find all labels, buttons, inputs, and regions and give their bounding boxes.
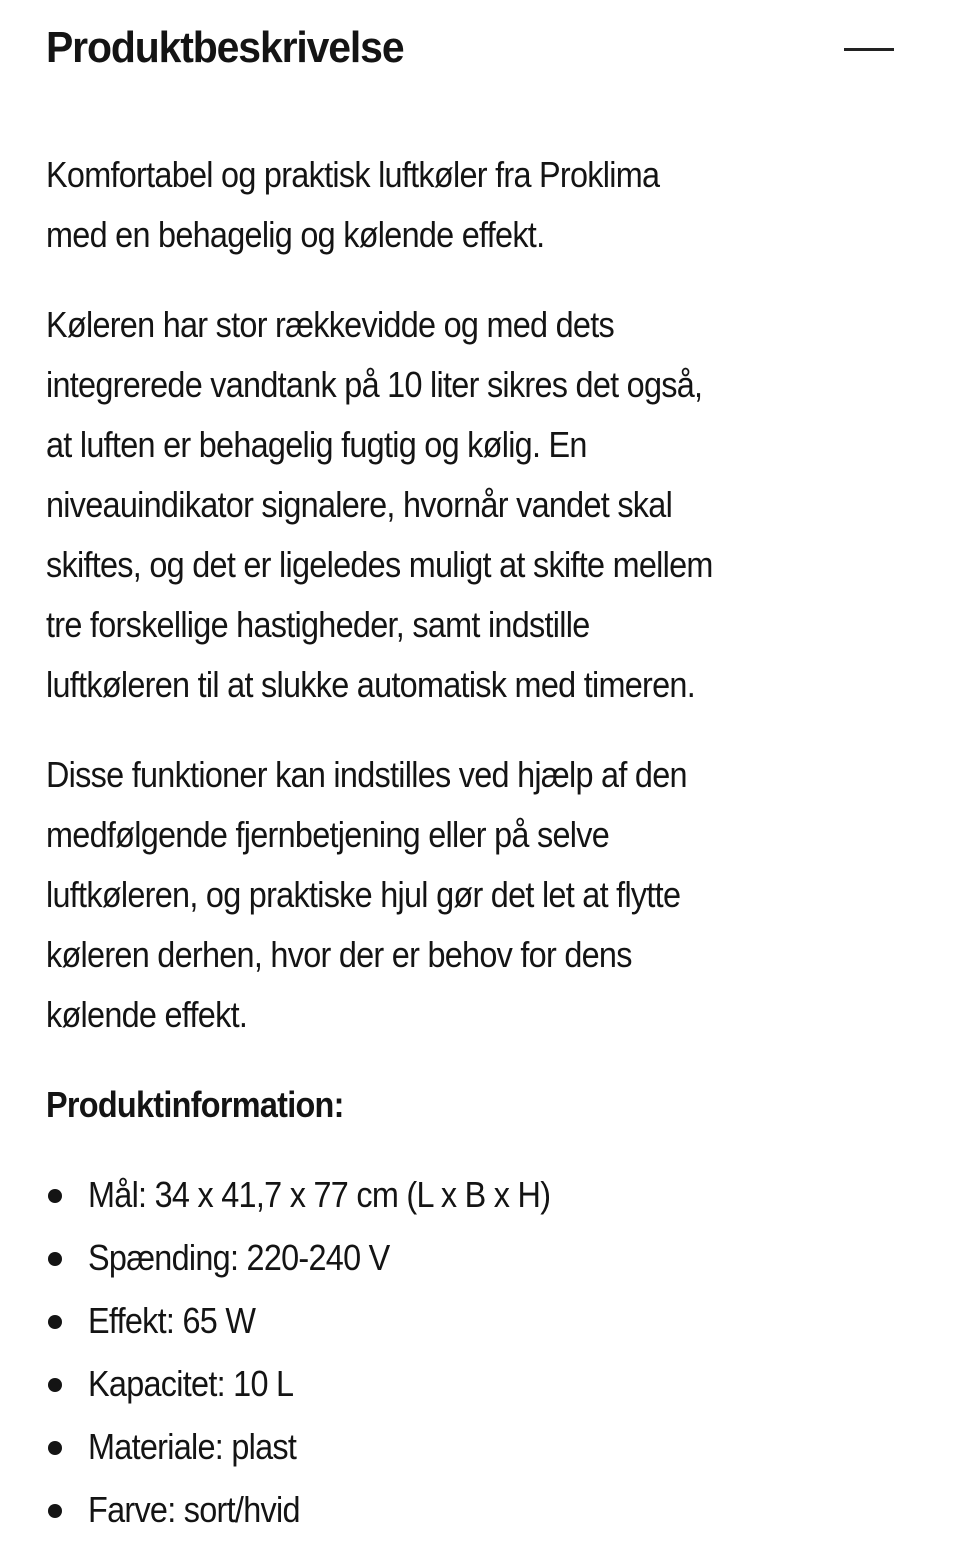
description-paragraph-3 [46,745,838,1045]
text-line: niveauindikator signalere, hvornår vandet skal [46,484,673,525]
spec-text: Effekt: 65 W [88,1300,256,1341]
text-line: integrerede vandtank på 10 liter sikres det også, [46,364,703,405]
text-line: luftkøleren, og praktiske hjul gør det let at flytte [46,874,681,915]
text-line: skiftes, og det er ligeledes muligt at skifte mellem [46,544,713,585]
text-line: medfølgende fjernbetjening eller på selve [46,814,610,855]
bullet-icon [48,1189,62,1203]
text-line: køleren derhen, hvor der er behov for dens [46,934,632,975]
text-line: luftkøleren til at slukke automatisk med timeren. [46,664,695,705]
text-line: kølende effekt. [46,994,248,1035]
bullet-icon [48,1315,62,1329]
text-line: Disse funktioner kan indstilles ved hjælp af den [46,754,687,795]
minus-icon [844,48,894,51]
spec-text: Mål: 34 x 41,7 x 77 cm (L x B x H) [88,1174,551,1215]
text-line: at luften er behagelig fugtig og kølig. En [46,424,587,465]
spec-text: Farve: sort/hvid [88,1489,300,1530]
description-paragraph-1 [46,145,838,265]
text-line: Køleren har stor rækkevidde og med dets [46,304,614,345]
bullet-icon [48,1441,62,1455]
text-line: Komfortabel og praktisk luftkøler fra Proklima [46,154,660,195]
collapse-button[interactable] [844,34,894,64]
section-title: Produktbeskrivelse [46,23,404,72]
text-line: tre forskellige hastigheder, samt indstille [46,604,590,645]
product-info-heading: Produktinformation: [46,1084,344,1125]
bullet-icon [48,1252,62,1266]
bullet-icon [48,1378,62,1392]
spec-text: Materiale: plast [88,1426,297,1467]
text-line: med en behagelig og kølende effekt. [46,214,545,255]
bullet-icon [48,1504,62,1518]
spec-text: Kapacitet: 10 L [88,1363,294,1404]
section-header[interactable] [46,16,914,80]
spec-text: Spænding: 220-240 V [88,1237,390,1278]
description-paragraph-2 [46,295,838,715]
